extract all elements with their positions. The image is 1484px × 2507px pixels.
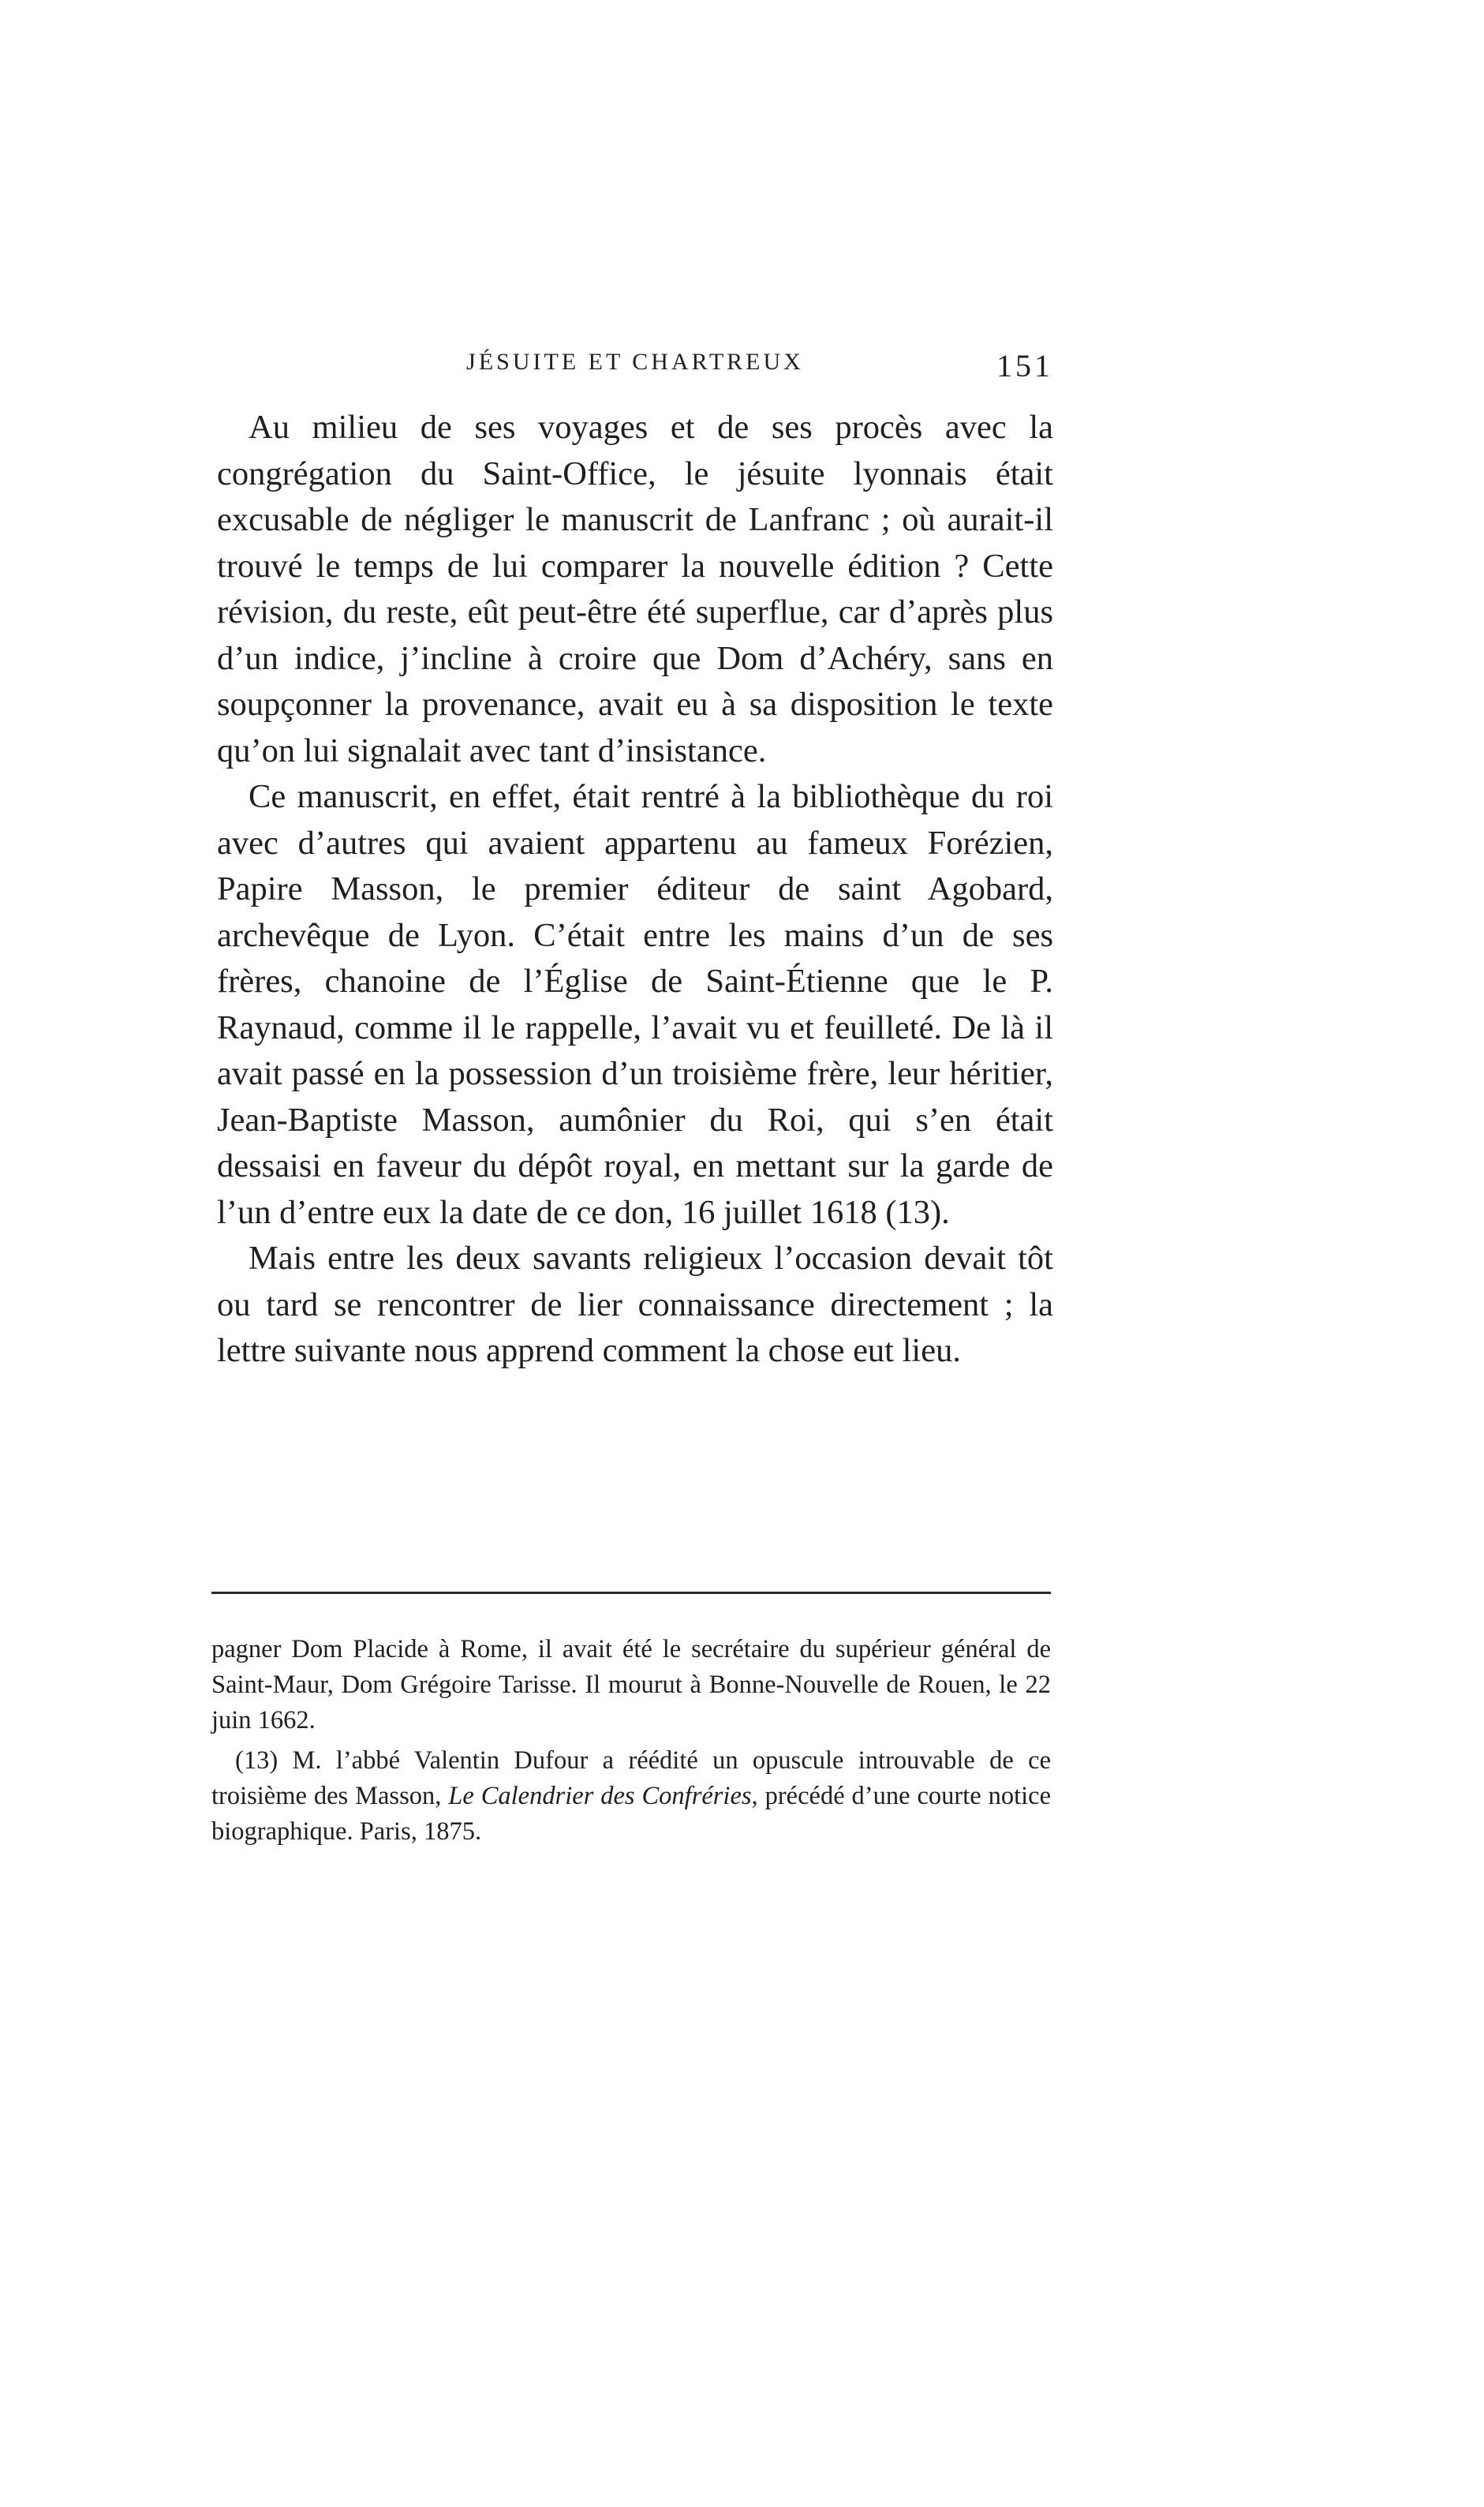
footnote-separator-rule: [211, 1592, 1051, 1594]
footnote-13: [211, 1743, 1051, 1850]
running-title-text: JÉSUITE ET CHARTREUX: [466, 349, 804, 375]
paragraph-2: Ce manuscrit, en effet, était rentré à la bibliothèque du roi avec d’autres qui avaient appartenu au fameux Forézien, Papire Masson, le premier éditeur de saint Agobard, archevêque de Lyon. C’était entre les mains d’un de ses frères, chanoine de l’Église de Saint-Étienne que le P. Raynaud, comme il le rappelle, l’avait vu et feuilleté. De là il avait passé en la possession d’un troisième frère, leur héritier, Jean-Baptiste Masson, aumônier du Roi, qui s’en était dessaisi en faveur du dépôt royal, en mettant sur la garde de l’un d’entre eux la date de ce don, 16 juillet 1618 (13).: [217, 778, 1053, 1231]
running-title: [217, 347, 1053, 376]
footnote-13-text-before: (13) M. l’abbé Valentin Dufour a réédité un opuscule introuvable de ce troisième des Masson,: [211, 1746, 1051, 1810]
footnotes: [211, 1632, 1051, 1850]
running-head: [217, 347, 1053, 395]
footnote-13-title: Le Calendrier des Confréries: [448, 1782, 752, 1810]
paragraph-3: Mais entre les deux savants religieux l’occasion devait tôt ou tard se rencontrer de lier connaissance directement ; la lettre suivante nous apprend comment la chose eut lieu.: [217, 1240, 1053, 1369]
page-number: 151: [996, 348, 1053, 384]
paragraph-1: Au milieu de ses voyages et de ses procès avec la congrégation du Saint-Office, le jésuite lyonnais était excusable de négliger le manuscrit de Lanfranc ; où aurait-il trouvé le temps de lui comparer la nouvelle édition ? Cette révision, du reste, eût peut-être été superflue, car d’après plus d’un indice, j’incline à croire que Dom d’Achéry, sans en soupçonner la provenance, avait eu à sa disposition le texte qu’on lui signalait avec tant d’insistance.: [217, 409, 1053, 769]
body-text: [217, 405, 1053, 1375]
footnote-13-text-after: , précédé d’une courte notice biographique. Paris, 1875.: [211, 1782, 1051, 1846]
footnote-continuation: pagner Dom Placide à Rome, il avait été le secrétaire du supérieur général de Saint-Maur, Dom Grégoire Tarisse. Il mourut à Bonne-Nouvelle de Rouen, le 22 juin 1662.: [211, 1635, 1051, 1734]
